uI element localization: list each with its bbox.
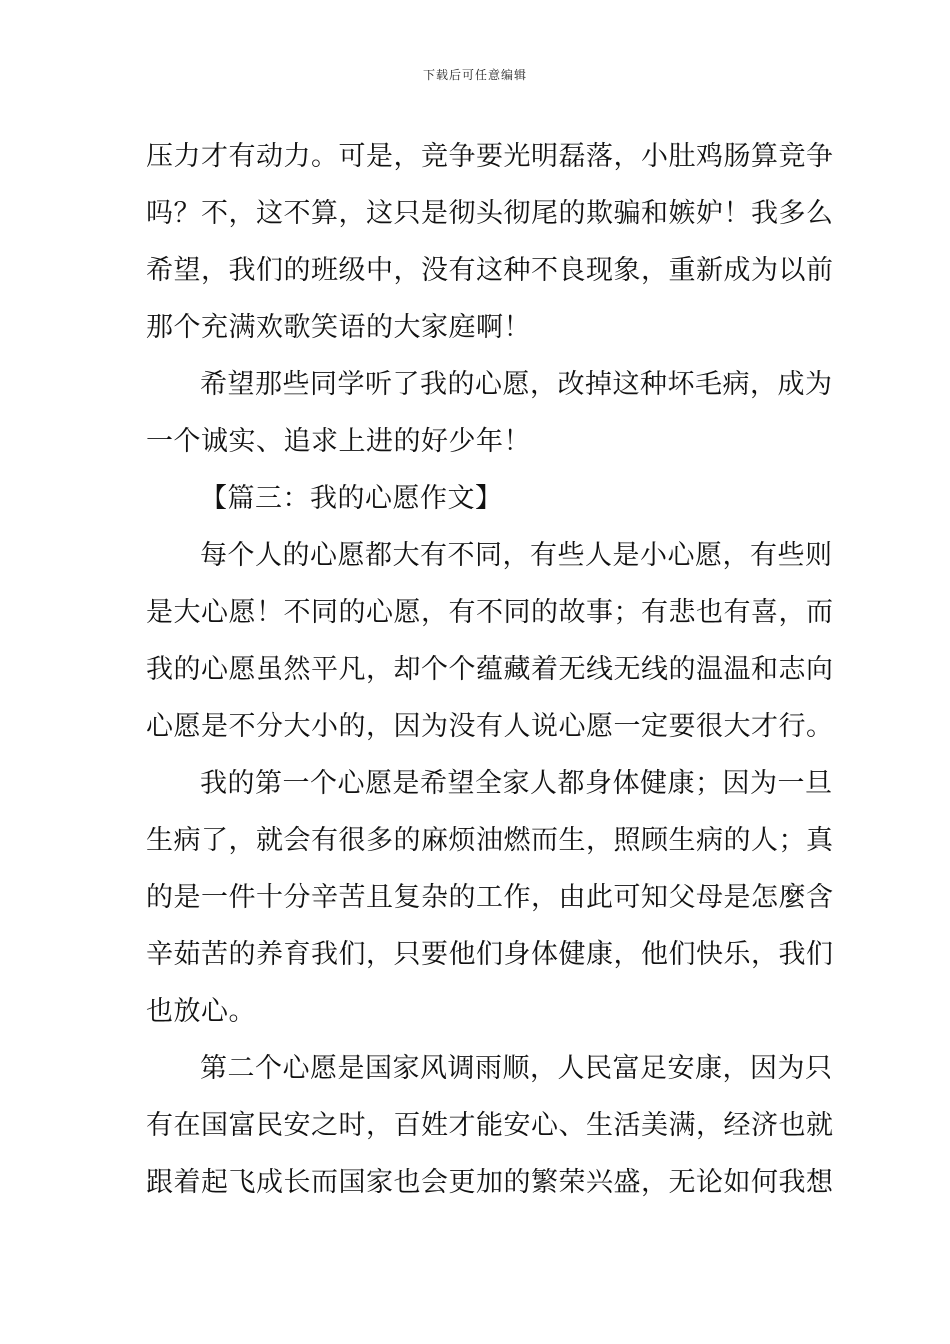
section-heading: 【篇三：我的心愿作文】 (200, 483, 503, 514)
text-line: 有在国富民安之时，百姓才能安心、生活美满，经济也就 (146, 1110, 834, 1141)
body-text (146, 128, 834, 1211)
text-line: 也放心。 (146, 996, 256, 1027)
text-line: 辛茹苦的养育我们，只要他们身体健康，他们快乐，我们 (146, 939, 834, 970)
text-line: 心愿是不分大小的，因为没有人说心愿一定要很大才行。 (146, 711, 834, 742)
text-line: 跟着起飞成长而国家也会更加的繁荣兴盛，无论如何我想 (146, 1167, 834, 1198)
text-line: 生病了，就会有很多的麻烦油燃而生，照顾生病的人；真 (146, 825, 834, 856)
paragraph-first-line: 第二个心愿是国家风调雨顺，人民富足安康，因为只 (200, 1053, 833, 1084)
text-line: 我的心愿虽然平凡，却个个蕴藏着无线无线的温温和志向 (146, 654, 834, 685)
text-line: 是大心愿！不同的心愿，有不同的故事；有悲也有喜，而 (146, 597, 834, 628)
text-line: 吗？不，这不算，这只是彻头彻尾的欺骗和嫉妒！我多么 (146, 198, 834, 229)
text-line: 希望，我们的班级中，没有这种不良现象，重新成为以前 (146, 255, 834, 286)
text-line: 一个诚实、追求上进的好少年！ (146, 426, 531, 457)
header-note: 下载后可任意编辑 (422, 68, 527, 82)
text-line: 的是一件十分辛苦且复杂的工作，由此可知父母是怎麼含 (146, 882, 834, 913)
paragraph-first-line: 我的第一个心愿是希望全家人都身体健康；因为一旦 (200, 768, 833, 799)
paragraph-first-line: 每个人的心愿都大有不同，有些人是小心愿，有些则 (200, 540, 833, 571)
text-line: 压力才有动力。可是，竞争要光明磊落，小肚鸡肠算竞争 (146, 141, 834, 172)
text-line: 那个充满欢歌笑语的大家庭啊！ (146, 312, 531, 343)
paragraph-first-line: 希望那些同学听了我的心愿，改掉这种坏毛病，成为 (200, 369, 833, 400)
